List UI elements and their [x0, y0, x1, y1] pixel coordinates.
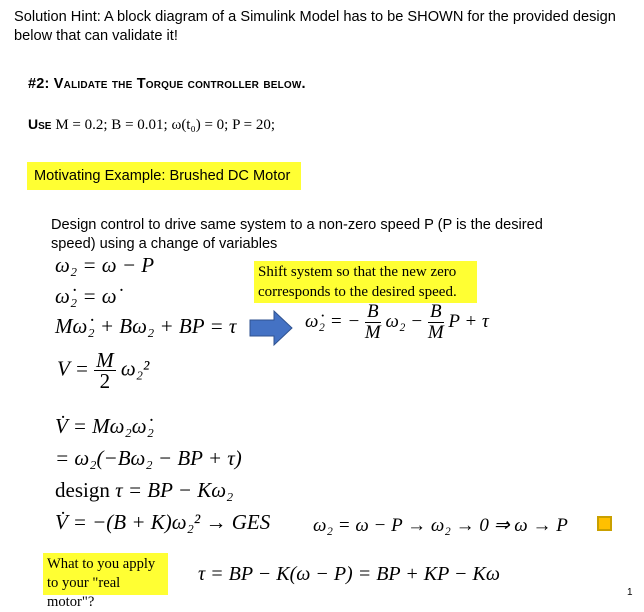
- equation-7: = ω₂(−Bω₂ − BP + τ): [55, 446, 242, 470]
- fraction-denominator: 2: [99, 369, 111, 393]
- equation-10: ω₂ = ω − P → ω₂ → 0 ⇒ ω → P: [313, 515, 568, 536]
- fraction-numerator: B: [428, 302, 444, 323]
- use-label: Use: [28, 116, 52, 132]
- fraction-b-over-m-1: [365, 302, 381, 343]
- equation-1: ω₂ = ω − P: [55, 253, 155, 277]
- example-description: Design control to drive same system to a non-zero speed P (P is the desired speed) using a change of variables: [51, 217, 543, 252]
- equation-6: V̇ = Mω₂ω̇₂: [55, 414, 154, 438]
- example-label: Motivating Example: Brushed DC Motor: [27, 162, 301, 190]
- fraction-m-over-2: [94, 350, 116, 391]
- equation-4-lhs: ω̇₂ = −: [305, 310, 361, 332]
- given-values: [28, 116, 275, 134]
- equation-3: Mω̇₂ + Bω₂ + BP = τ: [55, 314, 237, 338]
- fraction-denominator: M: [364, 322, 381, 343]
- equation-5-lhs: V =: [57, 356, 89, 381]
- equation-8: [55, 478, 233, 503]
- equation-5-tail: ω₂²: [120, 356, 150, 381]
- fraction-numerator: B: [365, 302, 381, 323]
- fraction-b-over-m-2: [428, 302, 444, 343]
- qed-box-icon: [597, 516, 612, 531]
- design-equation: τ = BP − Kω₂: [115, 478, 234, 502]
- fraction-denominator: M: [427, 322, 444, 343]
- right-arrow-icon: [248, 308, 294, 348]
- equation-4-tail: P + τ: [448, 310, 489, 332]
- equation-4: [305, 302, 489, 343]
- solution-hint: Solution Hint: A block diagram of a Simulink Model has to be SHOWN for the provided design below that can validate it!: [14, 9, 616, 44]
- page-number: 1: [627, 587, 633, 598]
- equation-4-mid: ω₂ −: [385, 310, 424, 332]
- equation-5: [57, 350, 149, 391]
- design-word: design: [55, 478, 110, 502]
- shift-note: Shift system so that the new zero corresponds to the desired speed.: [254, 261, 477, 303]
- given-values-text: M = 0.2; B = 0.01; ω(t₀) = 0; P = 20;: [55, 117, 275, 133]
- problem-title: #2: Validate the Torque controller below.: [28, 76, 306, 92]
- apply-note: What to you apply to your "real motor"?: [43, 553, 168, 595]
- equation-2: ω̇₂ = ω̇: [55, 284, 117, 308]
- equation-9: V̇ = −(B + K)ω₂² → GES: [55, 510, 271, 534]
- equation-11: τ = BP − K(ω − P) = BP + KP − Kω: [198, 563, 500, 585]
- fraction-numerator: M: [96, 348, 114, 372]
